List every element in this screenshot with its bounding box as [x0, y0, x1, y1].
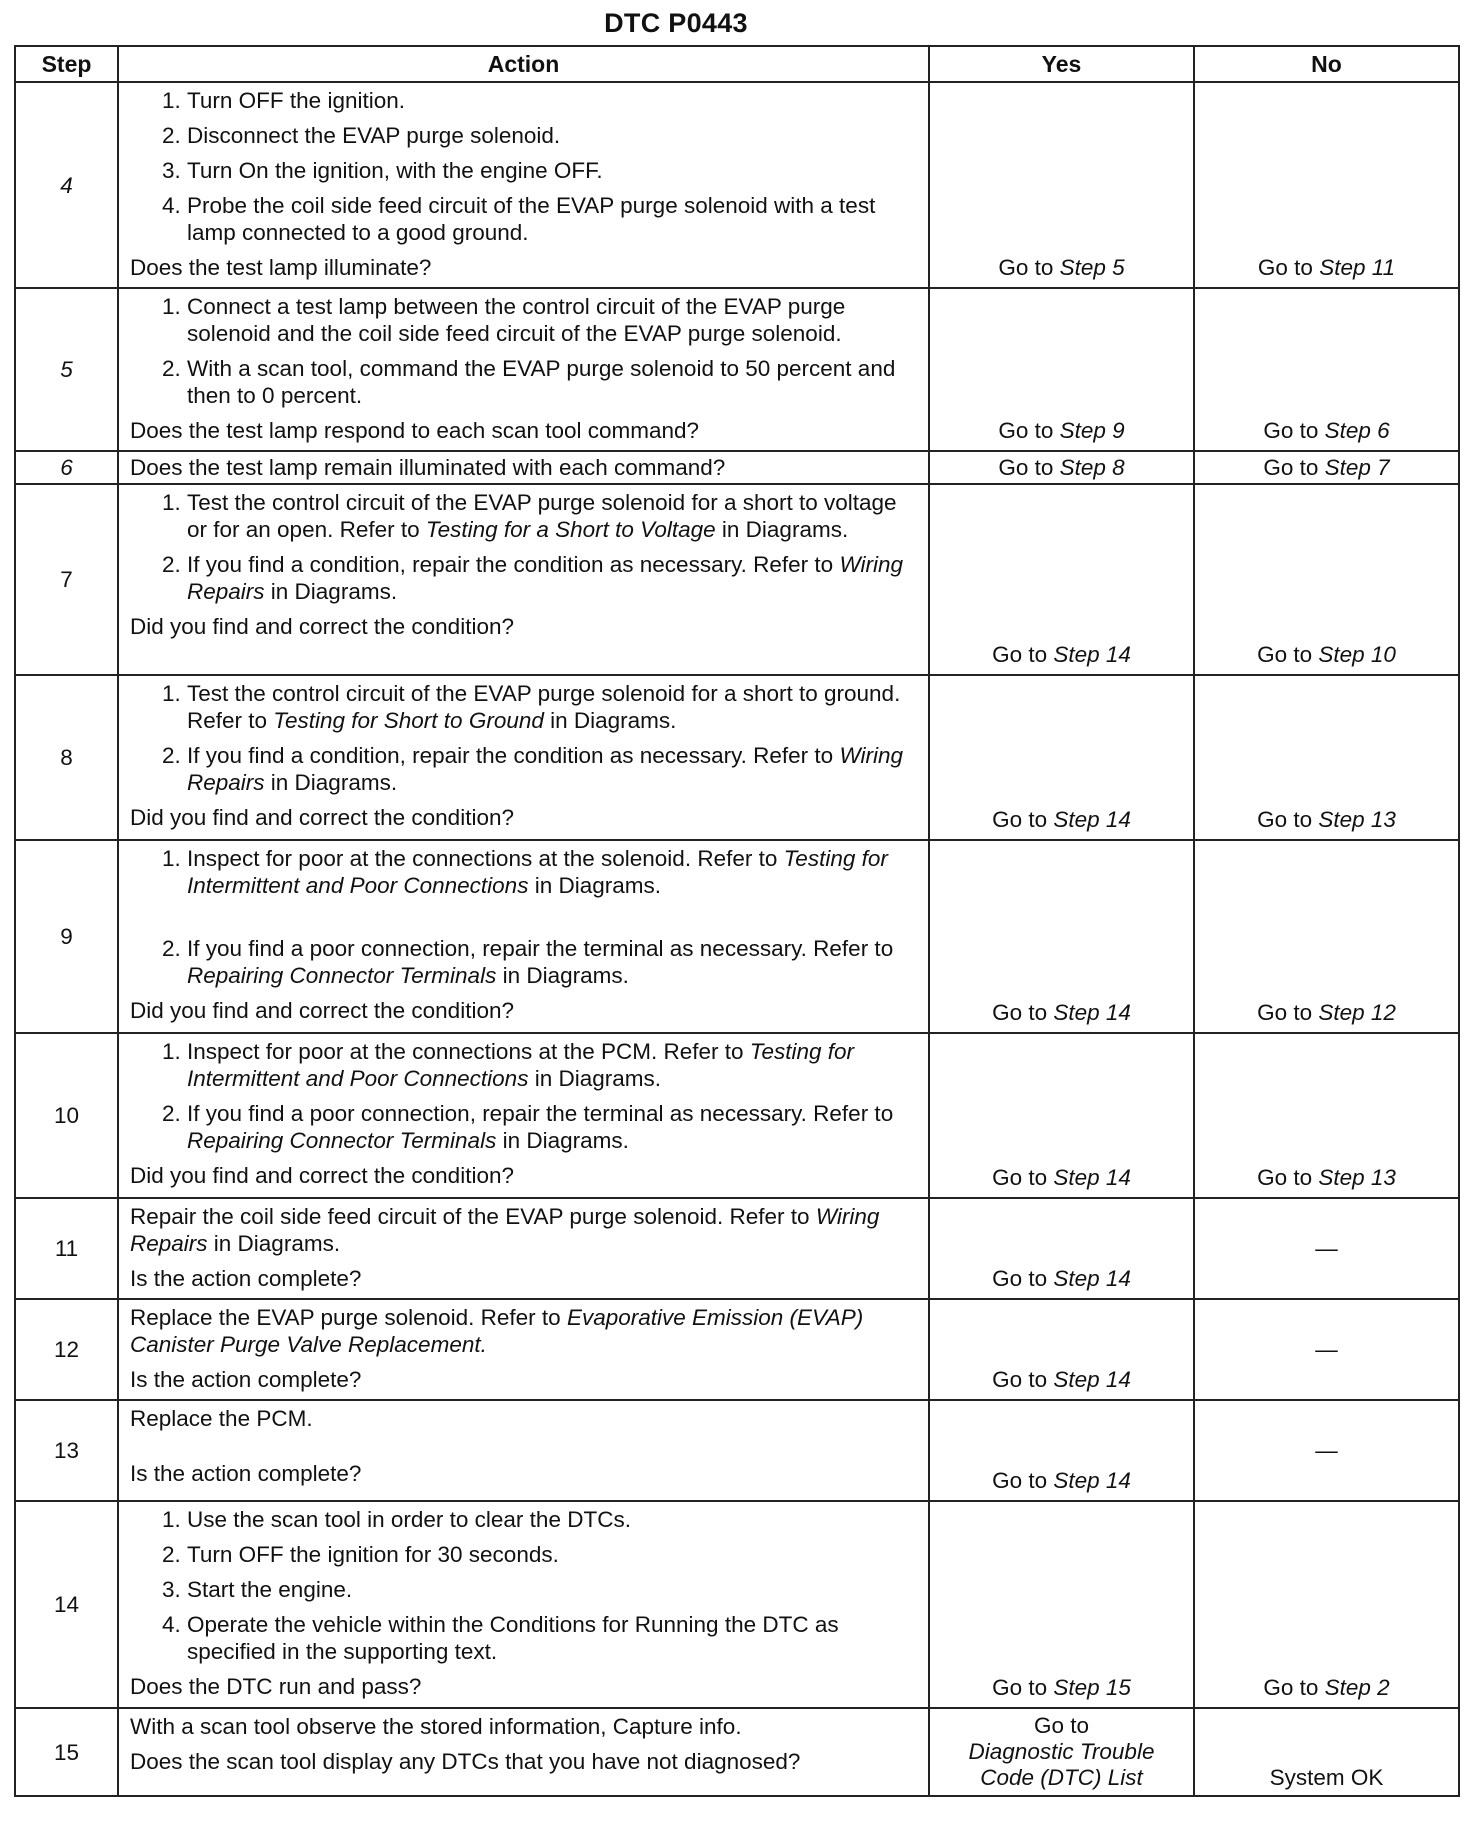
- yes-prefix: Go to: [998, 455, 1054, 480]
- action-list: [130, 680, 920, 796]
- action-question: Does the test lamp remain illuminated with each command?: [130, 455, 726, 480]
- step-number: 10: [15, 1033, 118, 1198]
- action-list: [130, 489, 920, 605]
- yes-step-ref: Step 14: [1053, 642, 1131, 667]
- yes-prefix: Go to: [998, 255, 1054, 280]
- action-item: [187, 845, 920, 899]
- yes-prefix: Go to: [992, 1367, 1048, 1392]
- reference-link[interactable]: Repairing Connector Terminals: [187, 963, 497, 988]
- step-number: 5: [15, 288, 118, 451]
- action-text: [130, 1304, 920, 1358]
- action-text: If you find a poor connection, repair the terminal as necessary. Refer to: [187, 1101, 894, 1126]
- no-step-ref: Step 13: [1318, 1165, 1396, 1190]
- table-row: [15, 484, 1459, 675]
- header-step: Step: [15, 46, 118, 82]
- reference-link[interactable]: Wiring Repairs: [187, 743, 904, 795]
- action-cell: [118, 1501, 929, 1708]
- action-question: Did you find and correct the condition?: [130, 614, 514, 639]
- yes-step-ref: Step 5: [1059, 255, 1125, 280]
- action-item: 3. Start the engine.: [187, 1576, 920, 1603]
- yes-prefix: Go to: [992, 1675, 1048, 1700]
- yes-step-ref: Step 14: [1053, 807, 1131, 832]
- action-item: 3. Turn On the ignition, with the engine OFF.: [187, 157, 920, 184]
- action-question: Does the scan tool display any DTCs that you have not diagnosed?: [130, 1749, 801, 1774]
- yes-prefix: Go to: [992, 1468, 1048, 1493]
- yes-prefix: Go to: [992, 807, 1048, 832]
- step-number: 13: [15, 1400, 118, 1501]
- yes-cell: [929, 288, 1194, 451]
- action-text: Inspect for poor at the connections at the PCM. Refer to: [187, 1039, 750, 1064]
- action-cell: [118, 675, 929, 840]
- action-item: 2. Disconnect the EVAP purge solenoid.: [187, 122, 920, 149]
- yes-step-ref: Step 14: [1053, 1165, 1131, 1190]
- action-item: [187, 489, 920, 543]
- yes-dtc-list-ref[interactable]: Diagnostic Trouble Code (DTC) List: [968, 1739, 1155, 1790]
- table-row: [15, 1501, 1459, 1708]
- no-step-ref: Step 11: [1319, 255, 1396, 280]
- table-row: [15, 82, 1459, 288]
- no-step-ref: Step 10: [1318, 642, 1396, 667]
- action-question: Does the test lamp respond to each scan tool command?: [130, 418, 700, 443]
- no-prefix: Go to: [1263, 455, 1319, 480]
- no-step-ref: Step 7: [1324, 455, 1390, 480]
- no-step-ref: Step 13: [1318, 807, 1396, 832]
- step-number: 15: [15, 1708, 118, 1796]
- action-item: 4. Probe the coil side feed circuit of the EVAP purge solenoid with a test lamp connected to a good ground.: [187, 192, 920, 246]
- no-prefix: Go to: [1257, 642, 1313, 667]
- action-question: Is the action complete?: [130, 1461, 362, 1486]
- table-row: [15, 1033, 1459, 1198]
- no-cell: [1194, 1033, 1459, 1198]
- action-text: Test the control circuit of the EVAP purge solenoid for a short to ground. Refer to: [187, 681, 901, 733]
- action-list: [130, 1506, 920, 1665]
- action-item: [187, 680, 920, 734]
- header-yes: Yes: [929, 46, 1194, 82]
- table-row: [15, 288, 1459, 451]
- action-question: Is the action complete?: [130, 1266, 362, 1291]
- action-item: [187, 935, 920, 989]
- action-cell: [118, 82, 929, 288]
- yes-cell: [929, 840, 1194, 1033]
- no-step-ref: Step 2: [1324, 1675, 1390, 1700]
- yes-prefix: Go to: [992, 1266, 1048, 1291]
- action-cell: [118, 451, 929, 484]
- yes-cell: [929, 82, 1194, 288]
- action-cell: [118, 1198, 929, 1299]
- reference-link[interactable]: Repairing Connector Terminals: [187, 1128, 497, 1153]
- action-item: [187, 1100, 920, 1154]
- table-row: [15, 1708, 1459, 1796]
- action-item: 1. Use the scan tool in order to clear the DTCs.: [187, 1506, 920, 1533]
- yes-step-ref: Step 14: [1053, 1266, 1131, 1291]
- yes-cell: [929, 1033, 1194, 1198]
- action-text: in Diagrams.: [715, 517, 849, 542]
- action-question: Does the DTC run and pass?: [130, 1674, 422, 1699]
- action-question: Did you find and correct the condition?: [130, 998, 514, 1023]
- action-text: Test the control circuit of the EVAP purge solenoid for a short to voltage or for an open. Refer to: [187, 490, 897, 542]
- action-cell: [118, 1033, 929, 1198]
- diagnostic-table: [14, 45, 1460, 1797]
- table-row: [15, 451, 1459, 484]
- action-text: If you find a condition, repair the condition as necessary. Refer to: [187, 552, 840, 577]
- no-prefix: Go to: [1257, 1165, 1313, 1190]
- yes-cell: [929, 1501, 1194, 1708]
- action-question: Does the test lamp illuminate?: [130, 255, 432, 280]
- reference-link[interactable]: Testing for a Short to Voltage: [425, 517, 716, 542]
- action-cell: [118, 1299, 929, 1400]
- action-item: [187, 551, 920, 605]
- action-text: in Diagrams.: [496, 1128, 629, 1153]
- no-prefix: Go to: [1257, 807, 1313, 832]
- no-prefix: Go to: [1257, 255, 1313, 280]
- no-cell: —: [1194, 1198, 1459, 1299]
- reference-link[interactable]: Wiring Repairs: [130, 1204, 880, 1256]
- step-number: 4: [15, 82, 118, 288]
- yes-step-ref: Step 15: [1053, 1675, 1131, 1700]
- yes-step-ref: Step 14: [1053, 1367, 1131, 1392]
- action-text-span: in Diagrams.: [207, 1231, 341, 1256]
- yes-step-ref: Step 8: [1059, 455, 1125, 480]
- no-prefix: Go to: [1263, 418, 1319, 443]
- table-row: [15, 1198, 1459, 1299]
- yes-cell: [929, 451, 1194, 484]
- reference-link[interactable]: Testing for Intermittent and Poor Connections: [187, 846, 888, 898]
- no-cell: [1194, 484, 1459, 675]
- no-prefix: Go to: [1263, 1675, 1319, 1700]
- action-text: Inspect for poor at the connections at the solenoid. Refer to: [187, 846, 784, 871]
- action-text: in Diagrams.: [264, 579, 398, 604]
- action-text: in Diagrams.: [496, 963, 629, 988]
- reference-link[interactable]: Evaporative Emission (EVAP) Canister Purge Valve Replacement.: [130, 1305, 864, 1357]
- page-title: DTC P0443: [604, 8, 748, 38]
- yes-prefix: Go to: [992, 642, 1048, 667]
- yes-cell: [929, 1198, 1194, 1299]
- step-number: 9: [15, 840, 118, 1033]
- action-list: [130, 293, 920, 409]
- no-cell: [1194, 451, 1459, 484]
- yes-cell: [929, 484, 1194, 675]
- action-item: [187, 742, 920, 796]
- action-text-span: Repair the coil side feed circuit of the EVAP purge solenoid. Refer to: [130, 1204, 816, 1229]
- no-step-ref: Step 12: [1318, 1000, 1396, 1025]
- step-number: 6: [15, 451, 118, 484]
- action-text: in Diagrams.: [528, 1066, 661, 1091]
- action-text: in Diagrams.: [543, 708, 677, 733]
- table-row: [15, 840, 1459, 1033]
- no-cell: —: [1194, 1400, 1459, 1501]
- action-text: in Diagrams.: [528, 873, 661, 898]
- action-item: 2. With a scan tool, command the EVAP purge solenoid to 50 percent and then to 0 percent.: [187, 355, 920, 409]
- yes-step-ref: Step 14: [1053, 1000, 1131, 1025]
- table-row: [15, 675, 1459, 840]
- action-item: 2. Turn OFF the ignition for 30 seconds.: [187, 1541, 920, 1568]
- no-step-ref: Step 6: [1324, 418, 1390, 443]
- action-text: in Diagrams.: [264, 770, 398, 795]
- action-cell: [118, 1708, 929, 1796]
- action-text: Replace the PCM.: [130, 1406, 313, 1431]
- step-number: 11: [15, 1198, 118, 1299]
- table-row: [15, 1400, 1459, 1501]
- header-no: No: [1194, 46, 1459, 82]
- reference-link[interactable]: Testing for Intermittent and Poor Connections: [187, 1039, 855, 1091]
- action-question: Did you find and correct the condition?: [130, 1163, 514, 1188]
- action-cell: [118, 484, 929, 675]
- action-text: With a scan tool observe the stored information, Capture info.: [130, 1714, 742, 1739]
- yes-prefix: Go to: [992, 1000, 1048, 1025]
- no-cell: [1194, 288, 1459, 451]
- action-list: [130, 87, 920, 246]
- no-cell: [1194, 82, 1459, 288]
- action-question: Did you find and correct the condition?: [130, 805, 514, 830]
- table-row: [15, 1299, 1459, 1400]
- action-list: [130, 845, 920, 989]
- action-cell: [118, 840, 929, 1033]
- yes-prefix: Go to: [998, 418, 1054, 443]
- yes-step-ref: Step 14: [1053, 1468, 1131, 1493]
- step-number: 14: [15, 1501, 118, 1708]
- step-number: 12: [15, 1299, 118, 1400]
- action-cell: [118, 1400, 929, 1501]
- no-cell: [1194, 675, 1459, 840]
- yes-cell: [929, 1400, 1194, 1501]
- no-cell: [1194, 1501, 1459, 1708]
- action-item: [187, 1038, 920, 1092]
- yes-cell: [929, 1708, 1194, 1796]
- reference-link[interactable]: Wiring Repairs: [187, 552, 904, 604]
- yes-prefix: Go to: [992, 1165, 1048, 1190]
- action-text: [130, 1203, 920, 1257]
- reference-link[interactable]: Testing for Short to Ground: [273, 708, 544, 733]
- header-action: Action: [118, 46, 929, 82]
- action-question: Is the action complete?: [130, 1367, 362, 1392]
- action-item: 4. Operate the vehicle within the Conditions for Running the DTC as specified in the supporting text.: [187, 1611, 920, 1665]
- action-list: [130, 1038, 920, 1154]
- no-cell: —: [1194, 1299, 1459, 1400]
- yes-cell: [929, 675, 1194, 840]
- step-number: 7: [15, 484, 118, 675]
- action-cell: [118, 288, 929, 451]
- yes-cell: [929, 1299, 1194, 1400]
- step-number: 8: [15, 675, 118, 840]
- no-cell: [1194, 840, 1459, 1033]
- header-row: [15, 46, 1459, 82]
- action-text: If you find a poor connection, repair the terminal as necessary. Refer to: [187, 936, 894, 961]
- action-text: If you find a condition, repair the condition as necessary. Refer to: [187, 743, 840, 768]
- yes-step-ref: Step 9: [1059, 418, 1125, 443]
- no-cell: System OK: [1194, 1708, 1459, 1796]
- action-item: 1. Connect a test lamp between the control circuit of the EVAP purge solenoid and the coil side feed circuit of the EVAP purge solenoid.: [187, 293, 920, 347]
- no-prefix: Go to: [1257, 1000, 1313, 1025]
- action-item: 1. Turn OFF the ignition.: [187, 87, 920, 114]
- action-text-span: Replace the EVAP purge solenoid. Refer to: [130, 1305, 567, 1330]
- yes-prefix: Go to: [1033, 1713, 1090, 1738]
